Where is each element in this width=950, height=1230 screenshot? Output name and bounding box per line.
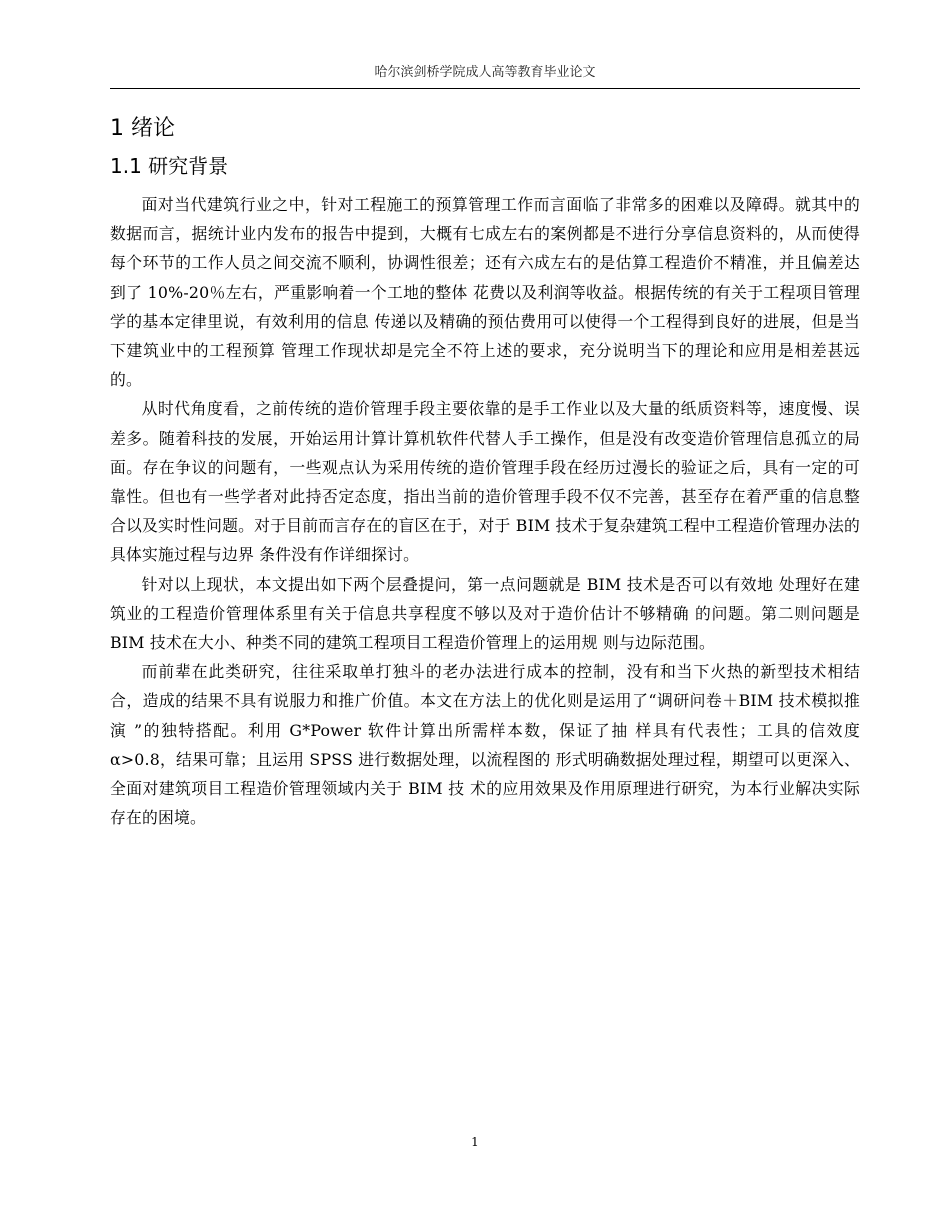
- page-number: 1: [471, 1135, 479, 1149]
- body-paragraph-2: 从时代角度看，之前传统的造价管理手段主要依靠的是手工作业以及大量的纸质资料等，速度慢、误差多。随着科技的发展，开始运用计算计算机软件代替人手工操作，但是没有改变造价管理信息孤立的局面。存在争议的问题有，一些观点认为采用传统的造价管理手段在经历过漫长的验证之后，具有一定的可靠性。但也有一些学者对此持否定态度，指出当前的造价管理手段不仅不完善，甚至存在着严重的信息整合以及实时性问题。对于目前而言存在的盲区在于，对于 BIM 技术于复杂建筑工程中工程造价管理办法的具体实施过程与边界 条件没有作详细探讨。: [110, 399, 860, 565]
- page-body: [110, 108, 860, 832]
- section-heading: 1.1 研究背景: [110, 154, 229, 178]
- running-header: 哈尔滨剑桥学院成人高等教育毕业论文: [374, 65, 596, 80]
- body-paragraph-1: 面对当代建筑行业之中，针对工程施工的预算管理工作而言面临了非常多的困难以及障碍。就其中的数据而言，据统计业内发布的报告中提到，大概有七成左右的案例都是不进行分享信息资料的，从而使得每个环节的工作人员之间交流不顺利，协调性很差；还有六成左右的是估算工程造价不精准，并且偏差达到了 10%-20％左右，严重影响着一个工地的整体 花费以及利润等收益。根据传统的有关于工程项目管理学的基本定律里说，有效利用的信息 传递以及精确的预估费用可以使得一个工程得到良好的进展，但是当下建筑业中的工程预算 管理工作现状却是完全不符上述的要求，充分说明当下的理论和应用是相差甚远的。: [110, 195, 860, 390]
- body-paragraph-3: 针对以上现状，本文提出如下两个层叠提问，第一点问题就是 BIM 技术是否可以有效地 处理好在建筑业的工程造价管理体系里有关于信息共享程度不够以及对于造价估计不够精确 的问题。第二则问题是 BIM 技术在大小、种类不同的建筑工程项目工程造价管理上的运用规 则与边际范围。: [110, 574, 860, 653]
- body-paragraph-4: 而前辈在此类研究，往往采取单打独斗的老办法进行成本的控制，没有和当下火热的新型技术相结合，造成的结果不具有说服力和推广价值。本文在方法上的优化则是运用了“调研问卷＋BIM 技术模拟推演 ”的独特搭配。利用 G*Power 软件计算出所需样本数，保证了抽 样具有代表性；工具的信效度 α>0.8，结果可靠；且运用 SPSS 进行数据处理，以流程图的 形式明确数据处理过程，期望可以更深入、全面对建筑项目工程造价管理领域内关于 BIM 技 术的应用效果及作用原理进行研究，为本行业解决实际存在的困境。: [110, 662, 860, 828]
- chapter-heading: 1 绪论: [110, 116, 175, 141]
- header-divider: [110, 88, 860, 89]
